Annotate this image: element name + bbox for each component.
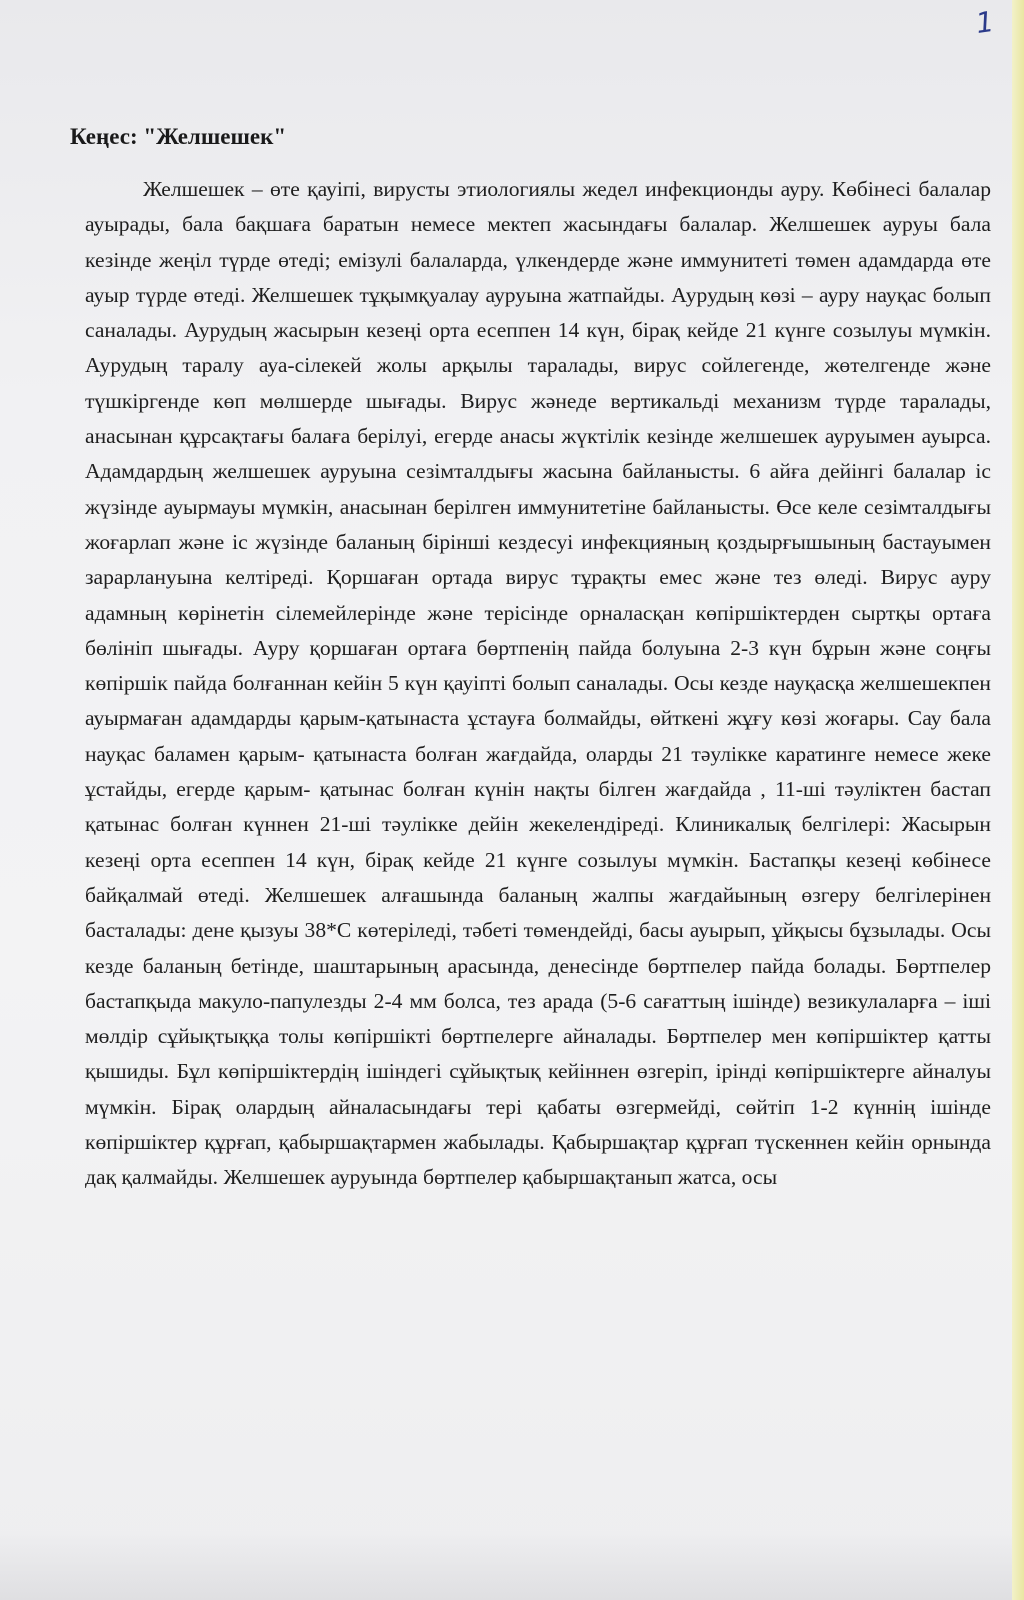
handwritten-page-number: 1 — [973, 4, 997, 41]
yellow-background-edge — [1012, 0, 1024, 1600]
document-title: Кеңес: "Желшешек" — [70, 124, 287, 149]
body-paragraph: Желшешек – өте қауіпі, вирусты этиологиялы жедел инфекционды ауру. Көбінесі балалар ауырады, бала бақшаға баратын немесе мектеп жасындағы балалар. Желшешек ауруы бала кезінде жеңіл түрде өтеді; емізулі балаларда, үлкендерде және иммунитеті төмен адамдарда өте ауыр түрде өтеді. Желшешек тұқымқуалау ауруына жатпайды. Аурудың көзі – ауру науқас болып саналады. Аурудың жасырын кезеңі орта есеппен 14 күн, бірақ кейде 21 күнге созылуы мүмкін. Аурудың таралу ауа-сілекей жолы арқылы таралады, вирус сойлегенде, жөтелгенде және түшкіргенде көп мөлшерде шығады. Вирус жәнеде вертикальді механизм түрде таралады, анасынан құрсақтағы балаға берілуі, егерде анасы жүктілік кезінде желшешек ауруымен ауырса. Адамдардың желшешек ауруына сезімталдығы жасына байланысты. 6 айға дейінгі балалар іс жүзінде ауырмауы мүмкін, анасынан берілген иммунитетіне байланысты. Өсе келе сезімталдығы жоғарлап және іс жүзінде баланың бірінші кездесуі инфекцияның қоздырғышының бастауымен зарарлануына келтіреді. Қоршаған ортада вирус тұрақты емес және тез өледі. Вирус ауру адамның көрінетін сілемейлерінде және терісінде орналасқан көпіршіктерден сыртқы ортаға бөлініп шығады. Ауру қоршаған ортаға бөртпенің пайда болуына 2-3 күн бұрын және соңғы көпіршік пайда болғаннан кейін 5 күн қауіпті болып саналады. Осы кезде науқасқа желшешекпен ауырмаған адамдарды қарым-қатынаста ұстауға болмайды, өйткені жұғу көзі жоғары. Сау бала науқас баламен қарым- қатынаста болған жағдайда, оларды 21 тәулікке каратинге немесе жеке ұстайды, егерде қарым- қатынас болған күнін нақты білген жағдайда , 11-ші тәуліктен бастап қатынас болған күннен 21-ші тәулікке дейін жекелендіреді. Клиникалық белгілері: Жасырын кезеңі орта есеппен 14 күн, бірақ кейде 21 күнге созылуы мүмкін. Бастапқы кезеңі көбінесе байқалмай өтеді. Желшешек алғашында баланың жалпы жағдайының өзгеру белгілерінен басталады: дене қызуы 38*С көтеріледі, тәбеті төмендейді, басы ауырып, ұйқысы бұзылады. Осы кезде баланың бетінде, шаштарының арасында, денесінде бөртпелер пайда болады. Бөртпелер бастапқыда макуло-папулезды 2-4 мм болса, тез арада (5-6 сағаттың ішінде) везикулаларға – іші мөлдір сұйықтыққа толы көпіршікті бөртпелерге айналады. Бөртпелер мен көпіршіктер қатты қышиды. Бұл көпіршіктердің ішіндегі сұйықтық кейіннен өзгеріп, ірінді көпіршіктерге айналуы мүмкін. Бірақ олардың айналасындағы тері қабаты өзгермейді, сөйтіп 1-2 күннің ішінде көпіршіктер құрғап, қабыршақтармен жабылады. Қабыршақтар құрғап түскеннен кейін орнында дақ қалмайды. Желшешек ауруында бөртпелер қабыршақтанып жатса, осы — [85, 177, 991, 1190]
page-bottom-shadow — [0, 1530, 1012, 1600]
